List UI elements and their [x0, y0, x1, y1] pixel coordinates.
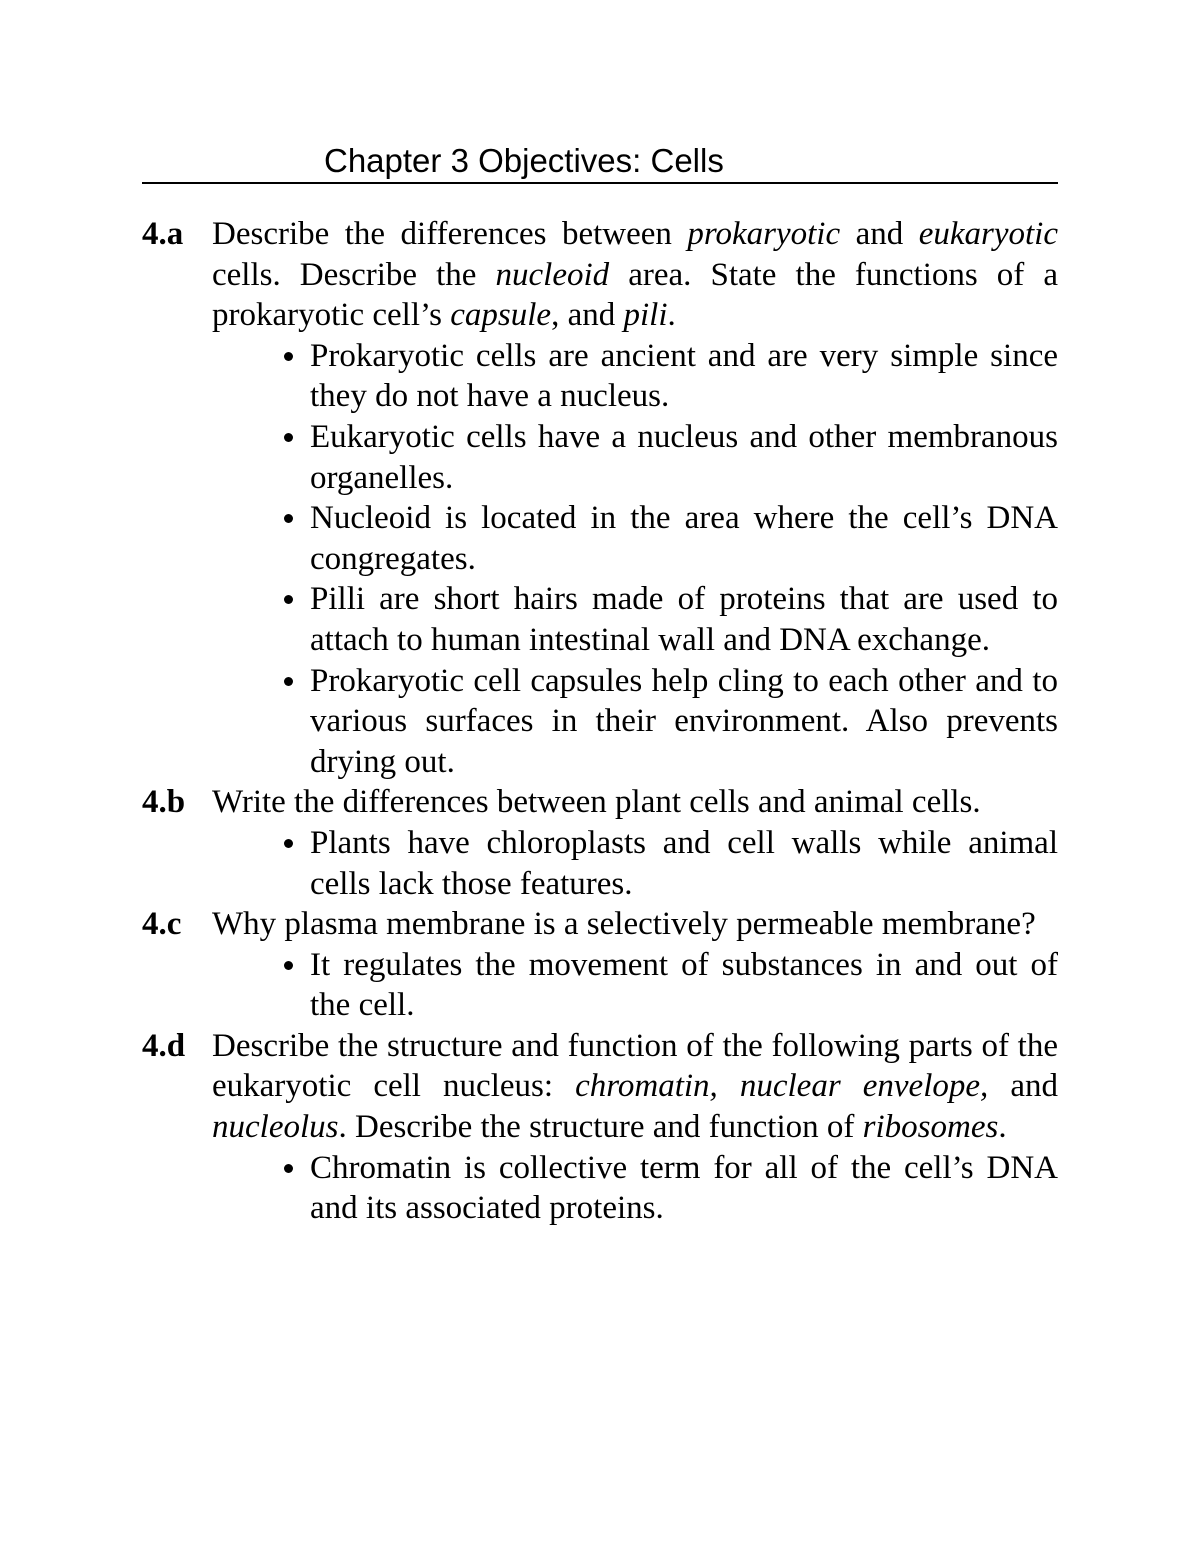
objective-item [142, 904, 1058, 945]
objective-number: 4.b [142, 784, 186, 821]
objective-number: 4.d [142, 1027, 186, 1064]
text-segment: and [840, 216, 919, 252]
italic-term: eukaryotic [918, 216, 1058, 252]
text-segment: . [667, 297, 676, 334]
italic-term: ribosomes [862, 1109, 999, 1146]
bullet-item [282, 823, 1058, 904]
objective-item [142, 214, 1058, 336]
bullet-item [282, 417, 1058, 498]
objective-text [212, 782, 1058, 823]
objective-number: 4.c [142, 906, 182, 943]
bullet-item [282, 1148, 1058, 1229]
bullet-list [142, 945, 1058, 1026]
objectives-list [142, 214, 1058, 1229]
italic-term: pili [623, 297, 668, 334]
bullet-list [142, 1148, 1058, 1229]
text-segment: Describe the structure and function of the following parts of the eukaryotic cell nucleus: [212, 1027, 1058, 1105]
text-segment: and [988, 1068, 1058, 1105]
text-segment: area. State the functions of a prokaryotic cell’s [212, 256, 1058, 334]
page-title: Chapter 3 Objectives: Cells [324, 142, 724, 179]
objective-text [212, 1026, 1058, 1148]
objective-text [212, 904, 1058, 945]
italic-term: chromatin, nuclear envelope, [575, 1068, 989, 1105]
bullet-list [142, 336, 1058, 783]
bullet-item [282, 945, 1058, 1026]
italic-term: prokaryotic [687, 216, 841, 252]
text-segment: . [998, 1109, 1007, 1146]
bullet-item [282, 498, 1058, 579]
bullet-item [282, 579, 1058, 660]
bullet-text: Plants have chloroplasts and cell walls while animal cells lack those features. [310, 824, 1058, 902]
bullet-item [282, 336, 1058, 417]
italic-term: nucleoid [495, 256, 610, 293]
bullet-text: Prokaryotic cells are ancient and are very simple since they do not have a nucleus. [310, 337, 1058, 415]
bullet-text: Prokaryotic cell capsules help cling to each other and to various surfaces in their environment. Also prevents drying out. [310, 662, 1058, 780]
bullet-text: Eukaryotic cells have a nucleus and other membranous organelles. [310, 418, 1058, 496]
bullet-text: It regulates the movement of substances in and out of the cell. [310, 946, 1058, 1024]
italic-term: nucleolus [212, 1109, 339, 1146]
bullet-text: Pilli are short hairs made of proteins that are used to attach to human intestinal wall and DNA exchange. [310, 581, 1058, 658]
bullet-item [282, 661, 1058, 783]
title-underline [142, 182, 1058, 184]
bullet-text: Chromatin is collective term for all of the cell’s DNA and its associated proteins. [310, 1149, 1058, 1227]
bullet-text: Nucleoid is located in the area where the cell’s DNA congregates. [310, 500, 1058, 577]
text-segment: cells. Describe the [212, 256, 496, 293]
italic-term: capsule [450, 297, 552, 334]
bullet-list [142, 823, 1058, 904]
text-segment: Write the differences between plant cells and animal cells. [212, 784, 981, 821]
objective-item [142, 782, 1058, 823]
objective-number: 4.a [142, 216, 184, 252]
objective-item [142, 1026, 1058, 1148]
text-segment: . Describe the structure and function of [338, 1109, 863, 1146]
text-segment: Why plasma membrane is a selectively permeable membrane? [212, 906, 1036, 943]
objective-text [212, 214, 1058, 336]
text-segment: , and [551, 297, 624, 334]
text-segment: Describe the differences between [212, 216, 688, 252]
